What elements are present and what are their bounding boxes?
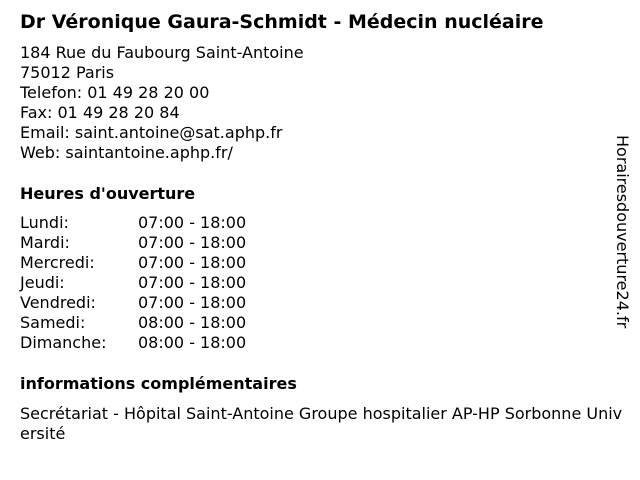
time-range: 07:00 - 18:00 — [138, 233, 247, 252]
time-range: 07:00 - 18:00 — [138, 213, 247, 232]
day-label: Mardi: — [20, 233, 70, 252]
day-label: Jeudi: — [20, 273, 65, 292]
time-range: 07:00 - 18:00 — [138, 273, 247, 292]
opening-hours-heading: Heures d'ouverture — [20, 184, 196, 203]
day-label: Samedi: — [20, 313, 86, 332]
time-range: 07:00 - 18:00 — [138, 253, 247, 272]
additional-info-text: Secrétariat - Hôpital Saint-Antoine Groupe hospitalier AP-HP Sorbonne Université — [20, 404, 623, 443]
day-label: Mercredi: — [20, 253, 95, 272]
time-range: 08:00 - 18:00 — [138, 313, 247, 332]
day-label: Lundi: — [20, 213, 69, 232]
day-label: Dimanche: — [20, 333, 107, 352]
contact-block — [20, 43, 304, 163]
fax-number: Fax: 01 49 28 20 84 — [20, 103, 180, 122]
time-range: 08:00 - 18:00 — [138, 333, 247, 352]
email-address: Email: saint.antoine@sat.aphp.fr — [20, 123, 283, 142]
day-label: Vendredi: — [20, 293, 96, 312]
city-postcode: 75012 Paris — [20, 63, 115, 82]
watermark-site-name: Horairesdouverture24.fr — [613, 135, 632, 329]
page-title: Dr Véronique Gaura-Schmidt - Médecin nucléaire — [20, 11, 544, 33]
website-address: Web: saintantoine.aphp.fr/ — [20, 143, 233, 162]
street-address: 184 Rue du Faubourg Saint-Antoine — [20, 43, 304, 62]
phone-number: Telefon: 01 49 28 20 00 — [20, 83, 210, 102]
time-range: 07:00 - 18:00 — [138, 293, 247, 312]
additional-info-heading: informations complémentaires — [20, 374, 297, 393]
